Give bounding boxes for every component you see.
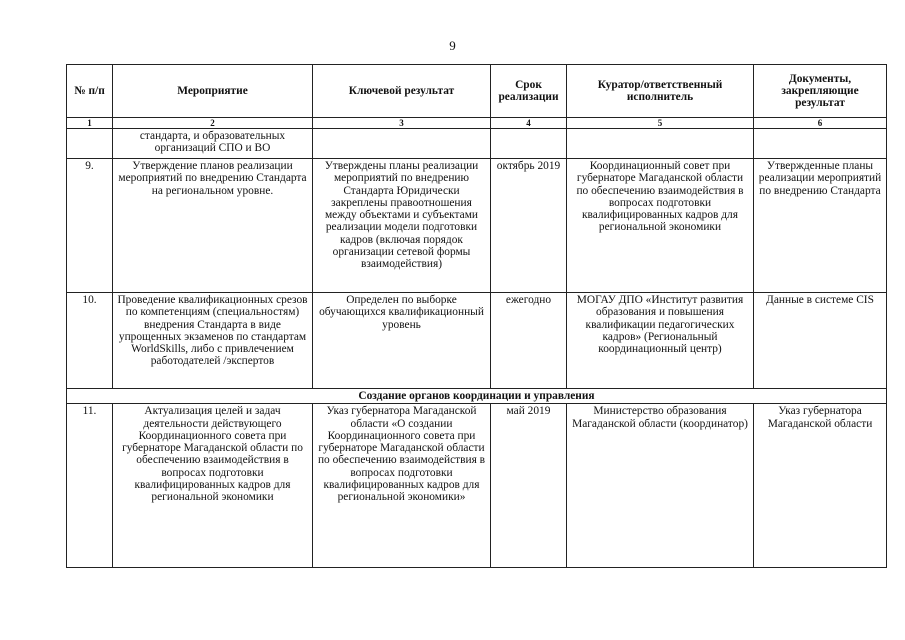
column-number-row — [67, 118, 887, 129]
header-curator: Куратор/ответственный исполнитель — [567, 65, 754, 118]
key-result-cell — [313, 129, 491, 159]
table-row — [67, 293, 887, 389]
header-documents: Документы, закрепляющие результат — [754, 65, 887, 118]
event-cell: стандарта, и образовательных организаций СПО и ВО — [113, 129, 313, 159]
section-title: Создание органов координации и управления — [67, 389, 887, 404]
event-cell: Утверждение планов реализации мероприятий по внедрению Стандарта на региональном уровне. — [113, 159, 313, 293]
documents-cell: Утвержденные планы реализации мероприятий по внедрению Стандарта — [754, 159, 887, 293]
term-cell: октябрь 2019 — [491, 159, 567, 293]
term-cell: ежегодно — [491, 293, 567, 389]
section-row — [67, 389, 887, 404]
row-number-cell — [67, 129, 113, 159]
column-number: 1 — [67, 118, 113, 129]
table-row — [67, 159, 887, 293]
table-row — [67, 129, 887, 159]
term-cell — [491, 129, 567, 159]
event-cell: Проведение квалификационных срезов по компетенциям (специальностям) внедрения Стандарта в виде упрощенных экзаменов по стандартам WorldSkills, либо с привлечением работодателей /экспертов — [113, 293, 313, 389]
documents-cell: Указ губернатора Магаданской области — [754, 404, 887, 568]
curator-cell: Министерство образования Магаданской области (координатор) — [567, 404, 754, 568]
column-number: 5 — [567, 118, 754, 129]
curator-cell: МОГАУ ДПО «Институт развития образования и повышения квалификации педагогических кадров» (Региональный координационный центр) — [567, 293, 754, 389]
plan-table — [66, 64, 887, 568]
row-number-cell: 9. — [67, 159, 113, 293]
column-number: 4 — [491, 118, 567, 129]
event-cell: Актуализация целей и задач деятельности действующего Координационного совета при губернаторе Магаданской области по обеспечению взаимодействия в вопросах подготовки квалифицированных кадров для региональной экономики — [113, 404, 313, 568]
key-result-cell: Указ губернатора Магаданской области «О создании Координационного совета при губернаторе Магаданской области по обеспечению взаимодействия в вопросах подготовки квалифицированных кадров для региональной экономики» — [313, 404, 491, 568]
table-row — [67, 404, 887, 568]
documents-cell — [754, 129, 887, 159]
column-number: 2 — [113, 118, 313, 129]
table-header-row — [67, 65, 887, 118]
term-cell: май 2019 — [491, 404, 567, 568]
curator-cell: Координационный совет при губернаторе Магаданской области по обеспечению взаимодействия в вопросах подготовки квалифицированных кадров для региональной экономики — [567, 159, 754, 293]
row-number-cell: 10. — [67, 293, 113, 389]
key-result-cell: Утверждены планы реализации мероприятий по внедрению Стандарта Юридически закреплены правоотношения между объектами и субъектами реализации модели подготовки кадров (включая порядок организации сетевой формы взаимодействия) — [313, 159, 491, 293]
column-number: 6 — [754, 118, 887, 129]
curator-cell — [567, 129, 754, 159]
header-number: № п/п — [67, 65, 113, 118]
header-key-result: Ключевой результат — [313, 65, 491, 118]
key-result-cell: Определен по выборке обучающихся квалификационный уровень — [313, 293, 491, 389]
header-event: Мероприятие — [113, 65, 313, 118]
column-number: 3 — [313, 118, 491, 129]
header-term: Срок реализации — [491, 65, 567, 118]
page-number: 9 — [449, 38, 456, 53]
documents-cell: Данные в системе CIS — [754, 293, 887, 389]
row-number-cell: 11. — [67, 404, 113, 568]
